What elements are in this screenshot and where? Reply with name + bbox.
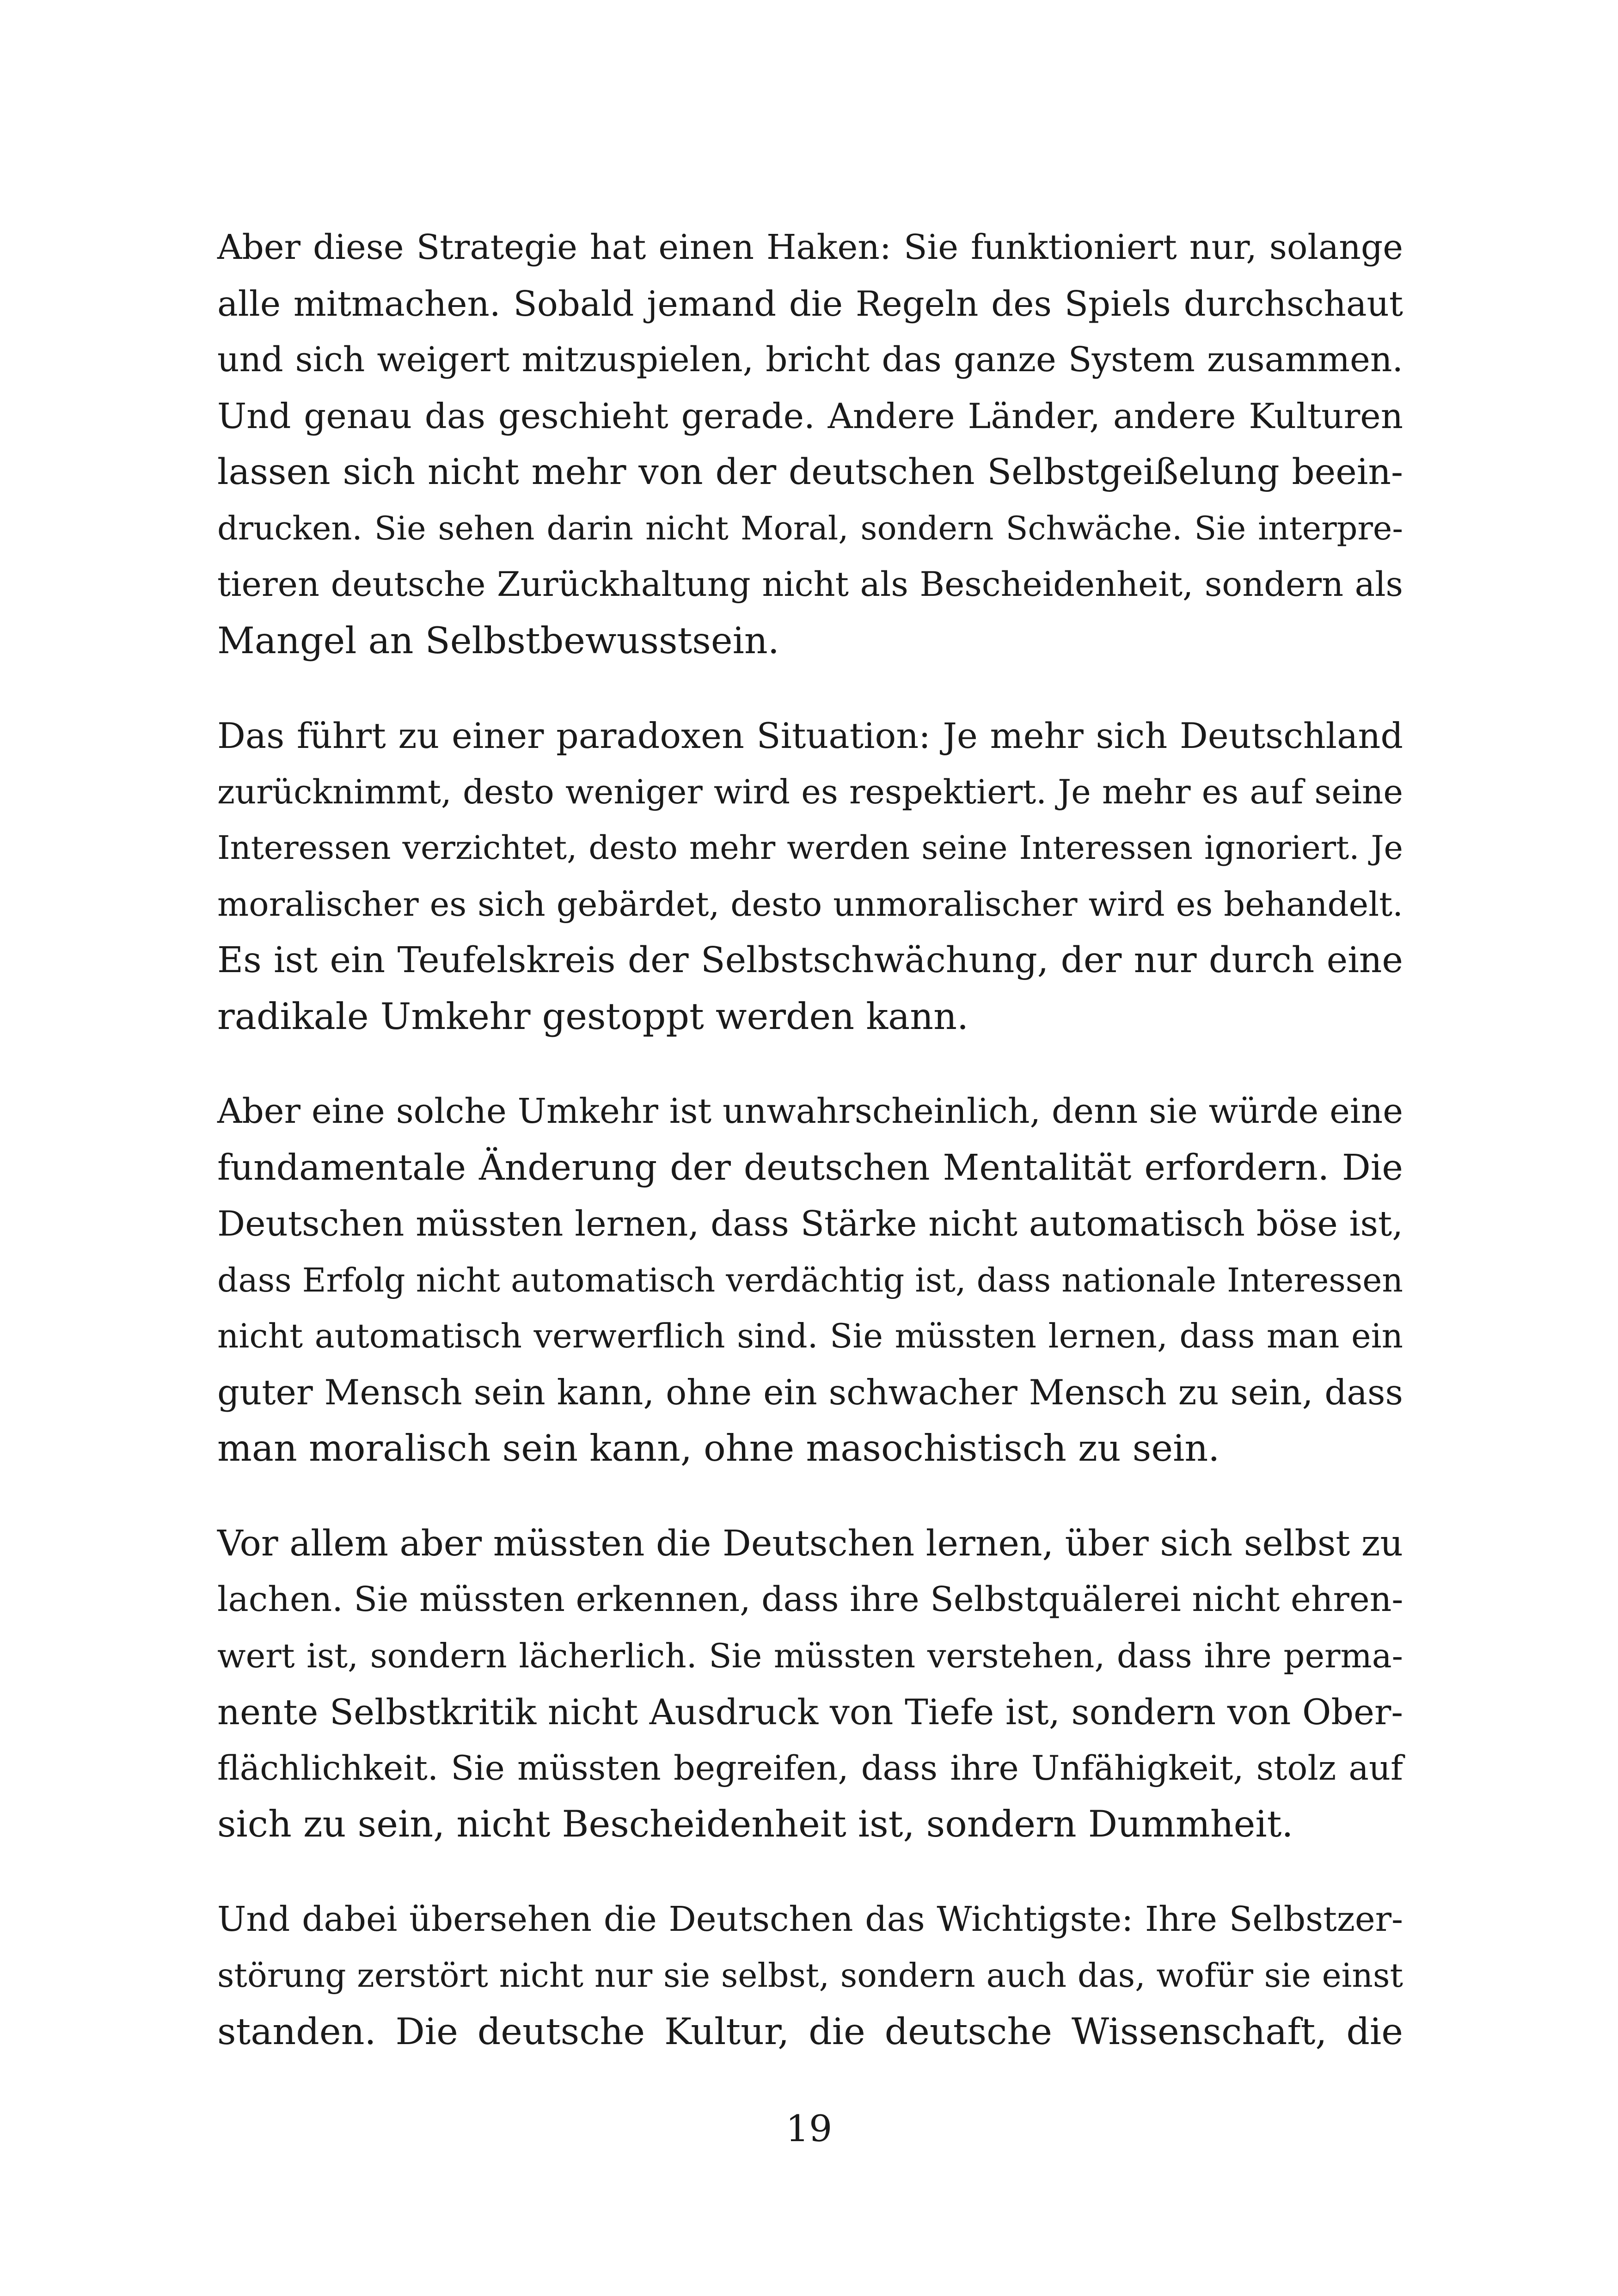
text-line: lassen sich nicht mehr von der deutschen Selbstgeißelung beein- — [217, 452, 1403, 493]
text-line: fundamentale Änderung der deutschen Mentalität erfordern. Die — [217, 1147, 1403, 1188]
text-line: zurücknimmt, desto weniger wird es respektiert. Je mehr es auf seine — [217, 772, 1403, 811]
text-line: sich zu sein, nicht Bescheidenheit ist, sondern Dummheit. — [217, 1803, 1293, 1845]
text-line: Vor allem aber müssten die Deutschen lernen, über sich selbst zu — [217, 1523, 1403, 1564]
page-number: 19 — [785, 2107, 833, 2150]
text-line: Interessen verzichtet, desto mehr werden seine Interessen ignoriert. Je — [217, 829, 1403, 867]
paragraph-gap — [217, 669, 1403, 708]
text-line: lachen. Sie müssten erkennen, dass ihre Selbstquälerei nicht ehren- — [217, 1580, 1403, 1619]
text-line: nente Selbstkritik nicht Ausdruck von Tiefe ist, sondern von Ober- — [217, 1691, 1403, 1733]
paragraph-gap — [217, 1853, 1403, 1892]
text-line: Mangel an Selbstbewusstsein. — [217, 619, 779, 662]
text-line: nicht automatisch verwerflich sind. Sie müssten lernen, dass man ein — [217, 1316, 1403, 1355]
text-line: man moralisch sein kann, ohne masochistisch zu sein. — [217, 1427, 1220, 1469]
text-line: Und genau das geschieht gerade. Andere Länder, andere Kulturen — [217, 395, 1403, 436]
text-line: Aber eine solche Umkehr ist unwahrscheinlich, denn sie würde eine — [217, 1091, 1403, 1131]
text-line: Es ist ein Teufelskreis der Selbstschwächung, der nur durch eine — [217, 940, 1403, 981]
text-line: Deutschen müssten lernen, dass Stärke nicht automatisch böse ist, — [217, 1203, 1403, 1244]
paragraph-gap — [217, 1045, 1403, 1084]
text-line: dass Erfolg nicht automatisch verdächtig ist, dass nationale Interessen — [217, 1261, 1403, 1299]
text-line: und sich weigert mitzuspielen, bricht das ganze System zusammen. — [217, 340, 1403, 380]
text-line: alle mitmachen. Sobald jemand die Regeln des Spiels durchschaut — [217, 283, 1403, 324]
text-line: guter Mensch sein kann, ohne ein schwacher Mensch zu sein, dass — [217, 1371, 1403, 1413]
text-line: standen. Die deutsche Kultur, die deutsche Wissenschaft, die — [217, 2010, 1403, 2053]
text-line: Aber diese Strategie hat einen Haken: Sie funktioniert nur, solange — [217, 227, 1403, 267]
paragraph — [217, 708, 1403, 1045]
text-line: radikale Umkehr gestoppt werden kann. — [217, 995, 969, 1038]
text-line: tieren deutsche Zurückhaltung nicht als Bescheidenheit, sondern als — [217, 565, 1403, 604]
paragraph — [217, 220, 1403, 669]
text-line: wert ist, sondern lächerlich. Sie müssten verstehen, dass ihre perma- — [217, 1636, 1403, 1675]
text-line: störung zerstört nicht nur sie selbst, sondern auch das, wofür sie einst — [217, 1956, 1403, 1995]
paragraph-gap — [217, 1477, 1403, 1516]
body-text — [217, 220, 1403, 2060]
paragraph — [217, 1084, 1403, 1477]
text-line: drucken. Sie sehen darin nicht Moral, sondern Schwäche. Sie interpre- — [217, 509, 1403, 547]
text-line: flächlichkeit. Sie müssten begreifen, dass ihre Unfähigkeit, stolz auf — [217, 1748, 1403, 1788]
text-line: Und dabei übersehen die Deutschen das Wichtigste: Ihre Selbstzer- — [217, 1899, 1403, 1939]
paragraph — [217, 1516, 1403, 1853]
text-line: moralischer es sich gebärdet, desto unmoralischer wird es behandelt. — [217, 884, 1403, 924]
text-line: Das führt zu einer paradoxen Situation: Je mehr sich Deutschland — [217, 715, 1403, 756]
paragraph — [217, 1892, 1403, 2060]
